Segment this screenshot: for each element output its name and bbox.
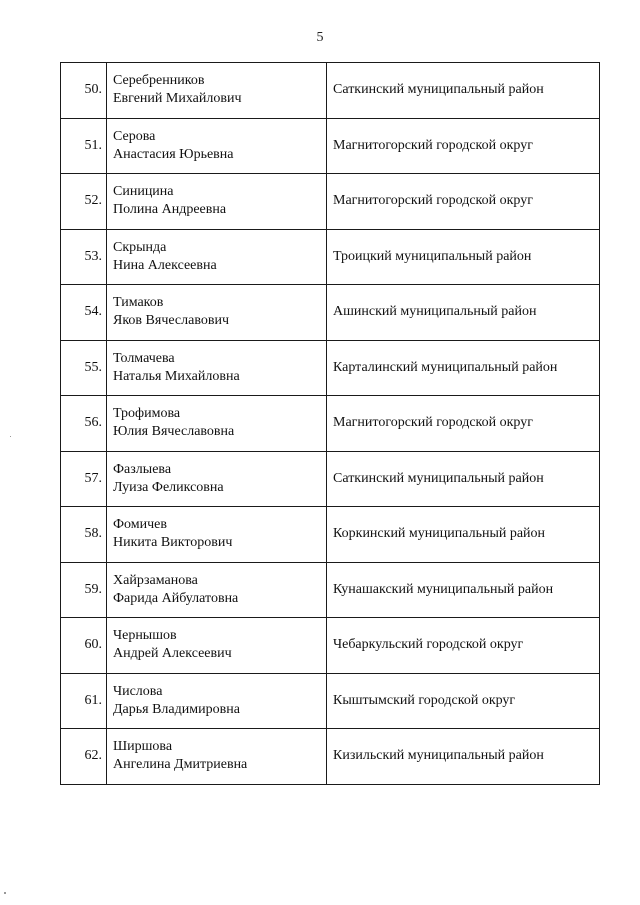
given-name: Фарида Айбулатовна [113, 590, 239, 606]
person-name [107, 618, 327, 674]
district: Чебаркульский городской округ [327, 618, 600, 674]
district: Коркинский муниципальный район [327, 507, 600, 563]
district: Магнитогорский городской округ [327, 174, 600, 230]
table-row [61, 729, 600, 785]
table-row [61, 673, 600, 729]
given-name: Дарья Владимировна [113, 701, 240, 717]
given-name: Яков Вячеславович [113, 313, 229, 329]
district: Кыштымский городской округ [327, 673, 600, 729]
surname: Толмачева [113, 350, 175, 366]
row-number: 53. [61, 229, 107, 285]
table-row [61, 285, 600, 341]
surname: Фазлыева [113, 461, 172, 477]
given-name: Евгений Михайлович [113, 91, 242, 107]
table-row [61, 174, 600, 230]
person-name [107, 340, 327, 396]
table-row [61, 562, 600, 618]
surname: Числова [113, 683, 163, 699]
district: Саткинский муниципальный район [327, 63, 600, 119]
table-row [61, 507, 600, 563]
given-name: Нина Алексеевна [113, 257, 217, 273]
given-name: Луиза Феликсовна [113, 479, 224, 495]
person-name [107, 285, 327, 341]
district: Карталинский муниципальный район [327, 340, 600, 396]
table-row [61, 396, 600, 452]
person-name [107, 729, 327, 785]
person-name [107, 507, 327, 563]
person-name [107, 63, 327, 119]
table-row [61, 118, 600, 174]
person-name [107, 174, 327, 230]
table-row [61, 451, 600, 507]
surname: Серова [113, 128, 156, 144]
row-number: 56. [61, 396, 107, 452]
given-name: Полина Андреевна [113, 202, 227, 218]
row-number: 62. [61, 729, 107, 785]
table-row [61, 618, 600, 674]
given-name: Наталья Михайловна [113, 368, 240, 384]
table-row [61, 63, 600, 119]
row-number: 59. [61, 562, 107, 618]
row-number: 60. [61, 618, 107, 674]
row-number: 50. [61, 63, 107, 119]
row-number: 57. [61, 451, 107, 507]
district: Магнитогорский городской округ [327, 118, 600, 174]
given-name: Никита Викторович [113, 535, 233, 551]
given-name: Юлия Вячеславовна [113, 424, 235, 440]
surname: Синицина [113, 184, 174, 200]
surname: Тимаков [113, 295, 164, 311]
row-number: 51. [61, 118, 107, 174]
district: Кизильский муниципальный район [327, 729, 600, 785]
row-number: 61. [61, 673, 107, 729]
person-name [107, 451, 327, 507]
participants-table [60, 62, 600, 785]
surname: Серебренников [113, 73, 205, 89]
row-number: 58. [61, 507, 107, 563]
surname: Чернышов [113, 628, 177, 644]
surname: Хайрзаманова [113, 572, 198, 588]
given-name: Ангелина Дмитриевна [113, 757, 248, 773]
row-number: 52. [61, 174, 107, 230]
district: Магнитогорский городской округ [327, 396, 600, 452]
surname: Ширшова [113, 739, 173, 755]
scan-speck [10, 436, 11, 437]
given-name: Анастасия Юрьевна [113, 146, 234, 162]
row-number: 55. [61, 340, 107, 396]
surname: Фомичев [113, 517, 168, 533]
district: Троицкий муниципальный район [327, 229, 600, 285]
surname: Трофимова [113, 406, 181, 422]
person-name [107, 229, 327, 285]
scan-speck [4, 892, 6, 894]
district: Саткинский муниципальный район [327, 451, 600, 507]
person-name [107, 673, 327, 729]
district: Ашинский муниципальный район [327, 285, 600, 341]
person-name [107, 396, 327, 452]
given-name: Андрей Алексеевич [113, 646, 232, 662]
surname: Скрында [113, 239, 167, 255]
person-name [107, 118, 327, 174]
row-number: 54. [61, 285, 107, 341]
table-row [61, 229, 600, 285]
table-row [61, 340, 600, 396]
page-number: 5 [316, 30, 324, 45]
person-name [107, 562, 327, 618]
district: Кунашакский муниципальный район [327, 562, 600, 618]
